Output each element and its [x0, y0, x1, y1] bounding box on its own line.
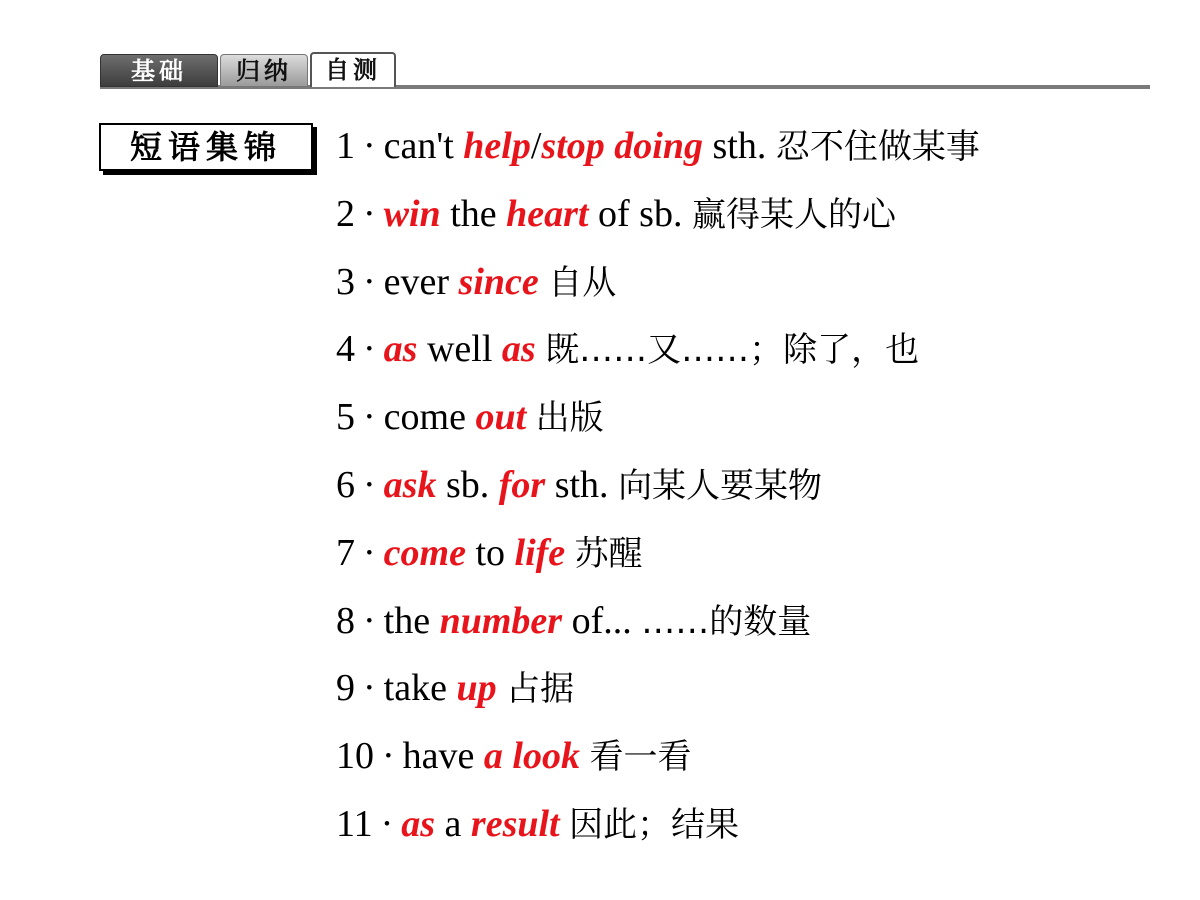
phrase-text: can't — [383, 125, 464, 167]
phrase-keyword: ask — [383, 463, 437, 506]
phrase-text: come — [383, 396, 476, 439]
tab-summary[interactable]: 归纳 — [220, 54, 308, 87]
phrase-translation: 占据 — [506, 669, 575, 710]
phrase-translation: ……的数量 — [641, 601, 812, 642]
phrase-number: 4 — [336, 328, 355, 371]
phrase-text — [497, 667, 507, 709]
phrase-text: sth. — [702, 125, 776, 167]
phrase-translation: 出版 — [535, 398, 604, 439]
phrase-text: a — [435, 802, 471, 845]
phrase-keyword: stop doing — [541, 125, 703, 167]
phrase-item — [336, 321, 980, 389]
phrase-keyword: as — [401, 802, 436, 845]
phrase-text: take — [383, 667, 457, 710]
phrase-number: 5 — [336, 396, 355, 439]
phrase-translation: 赢得某人的心 — [691, 194, 896, 235]
phrase-keyword: since — [458, 260, 539, 303]
phrase-text: ever — [383, 260, 459, 303]
phrase-number: 9 — [336, 667, 355, 710]
phrase-keyword: for — [498, 463, 546, 506]
phrase-keyword: up — [456, 667, 497, 710]
phrase-text: sb. — [436, 463, 499, 506]
phrase-keyword: win — [383, 192, 441, 235]
phrase-keyword: number — [439, 599, 563, 642]
phrase-translation: 因此；结果 — [569, 804, 740, 845]
phrase-item — [336, 457, 980, 525]
phrase-item — [336, 186, 980, 254]
phrase-keyword: life — [514, 531, 566, 574]
phrase-bullet: · — [363, 599, 376, 642]
tab-bar — [100, 52, 1150, 90]
phrase-bullet: · — [363, 531, 376, 574]
phrase-text: sth. — [545, 463, 619, 506]
phrase-keyword: help — [463, 125, 531, 167]
phrase-number: 6 — [336, 463, 355, 506]
phrase-bullet: · — [363, 192, 376, 235]
phrase-translation: 看一看 — [589, 737, 692, 778]
phrase-text: well — [417, 328, 502, 371]
phrase-keyword: out — [475, 396, 527, 439]
phrase-number: 3 — [336, 260, 355, 303]
phrase-keyword: a look — [483, 735, 580, 778]
phrase-keyword: as — [501, 328, 536, 371]
phrase-text — [539, 261, 549, 303]
phrase-item — [336, 254, 980, 322]
phrase-item — [336, 525, 980, 593]
phrase-item — [336, 728, 980, 796]
phrase-translation: 苏醒 — [574, 533, 643, 574]
phrase-item — [336, 593, 980, 661]
phrase-translation: 向某人要某物 — [618, 465, 823, 506]
phrase-list — [336, 118, 980, 864]
phrase-text: the — [440, 192, 507, 235]
tab-self-test[interactable]: 自测 — [310, 52, 396, 87]
phrase-item — [336, 118, 980, 186]
phrase-translation: 自从 — [548, 262, 617, 303]
phrase-text: of... — [562, 599, 642, 642]
phrase-number: 8 — [336, 599, 355, 642]
phrase-text — [565, 532, 575, 574]
phrase-number: 7 — [336, 531, 355, 574]
phrase-number: 11 — [336, 802, 373, 845]
phrase-bullet: · — [363, 328, 376, 371]
phrase-number: 2 — [336, 192, 355, 235]
phrase-bullet: · — [380, 802, 394, 845]
phrase-bullet: · — [363, 260, 376, 303]
phrase-number: 1 — [336, 125, 355, 167]
phrase-item — [336, 389, 980, 457]
phrase-translation: 既……又……；除了，也 — [545, 330, 920, 371]
phrase-keyword: heart — [506, 192, 589, 235]
phrase-keyword: as — [383, 328, 418, 371]
phrase-number: 10 — [336, 735, 374, 778]
phrase-text: the — [383, 599, 440, 642]
phrase-item — [336, 660, 980, 728]
section-label-phrases: 短语集锦 — [99, 123, 313, 171]
phrase-text: have — [402, 735, 484, 778]
phrase-bullet: · — [382, 735, 395, 778]
phrase-text: / — [530, 125, 542, 167]
phrase-translation: 忍不住做某事 — [775, 127, 980, 167]
phrase-keyword: result — [470, 802, 560, 845]
tab-basics[interactable]: 基础 — [100, 54, 218, 87]
phrase-text: of sb. — [588, 192, 692, 235]
phrase-bullet: · — [363, 396, 376, 439]
phrase-text — [560, 803, 570, 845]
phrase-bullet: · — [363, 463, 376, 506]
phrase-bullet: · — [363, 125, 376, 167]
phrase-text: to — [465, 531, 515, 574]
phrase-keyword: come — [383, 531, 466, 574]
phrase-text — [526, 396, 536, 438]
phrase-text — [536, 328, 546, 370]
phrase-item — [336, 796, 980, 864]
phrase-bullet: · — [363, 667, 376, 710]
